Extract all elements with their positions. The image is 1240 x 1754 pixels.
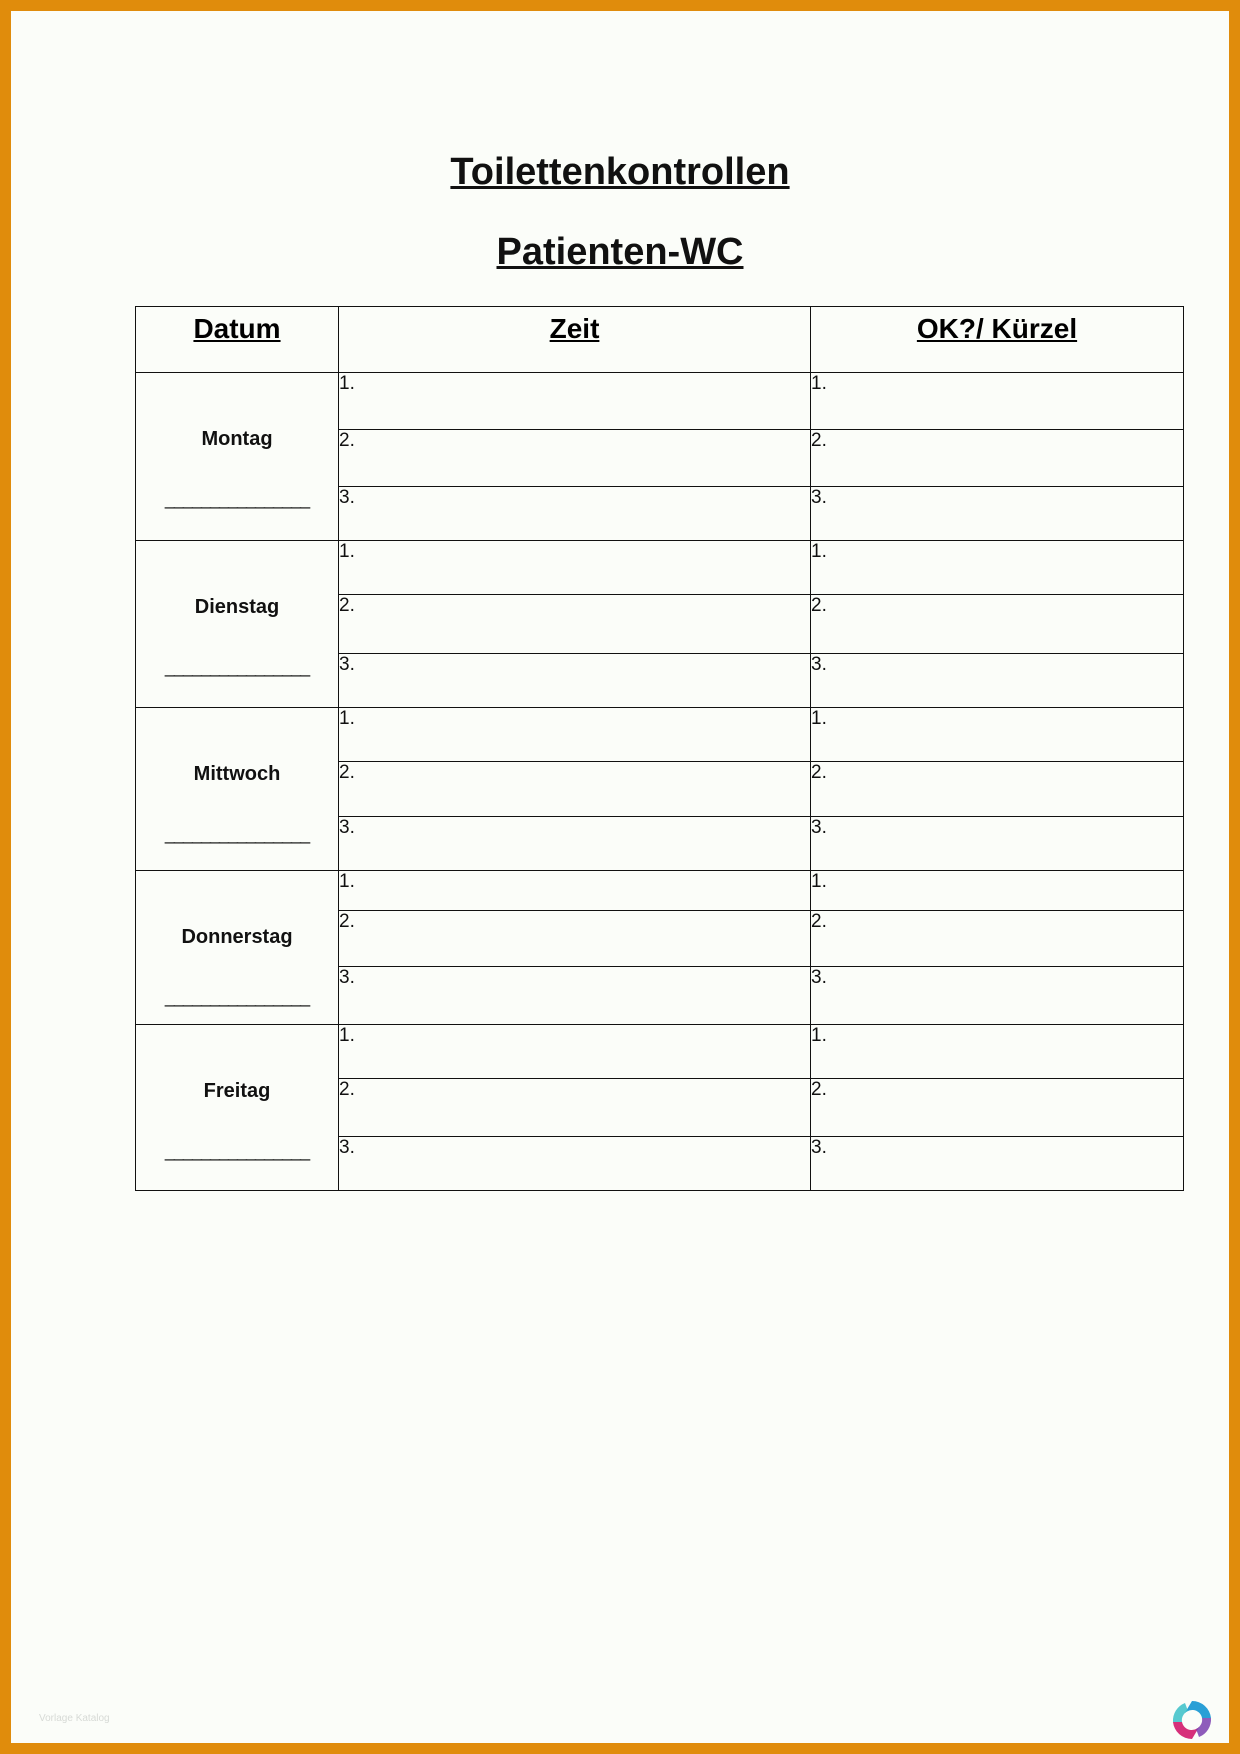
date-entry-line[interactable]: ________________ — [164, 1141, 310, 1161]
time-slot-cell[interactable]: 3. — [339, 487, 811, 541]
ok-kuerzel-cell[interactable]: 2. — [811, 1079, 1184, 1137]
ok-kuerzel-cell[interactable]: 1. — [811, 373, 1184, 430]
date-entry-line[interactable]: ________________ — [164, 489, 310, 509]
table-row — [136, 708, 1184, 762]
document-subtitle: Patienten-WC — [496, 231, 744, 273]
swirl-logo-icon — [1169, 1697, 1215, 1743]
table-header-row — [136, 307, 1184, 373]
table-row — [136, 373, 1184, 430]
day-cell — [136, 373, 339, 541]
header-datum: Datum — [136, 307, 339, 373]
day-name: Donnerstag — [181, 926, 293, 948]
day-cell — [136, 541, 339, 708]
table-row — [136, 1025, 1184, 1079]
document-title: Toilettenkontrollen — [450, 151, 790, 193]
ok-kuerzel-cell[interactable]: 1. — [811, 871, 1184, 911]
header-ok-kuerzel: OK?/ Kürzel — [811, 307, 1184, 373]
table-row — [136, 541, 1184, 595]
time-slot-cell[interactable]: 3. — [339, 1137, 811, 1191]
day-name: Dienstag — [194, 596, 280, 618]
ok-kuerzel-cell[interactable]: 2. — [811, 430, 1184, 487]
time-slot-cell[interactable]: 1. — [339, 373, 811, 430]
time-slot-cell[interactable]: 2. — [339, 911, 811, 967]
header-zeit: Zeit — [339, 307, 811, 373]
ok-kuerzel-cell[interactable]: 3. — [811, 487, 1184, 541]
date-entry-line[interactable]: ________________ — [164, 987, 310, 1007]
date-entry-line[interactable]: ________________ — [164, 824, 310, 844]
time-slot-cell[interactable]: 1. — [339, 871, 811, 911]
day-name: Montag — [201, 428, 273, 450]
ok-kuerzel-cell[interactable]: 3. — [811, 967, 1184, 1025]
day-name: Mittwoch — [193, 763, 281, 785]
time-slot-cell[interactable]: 3. — [339, 967, 811, 1025]
ok-kuerzel-cell[interactable]: 2. — [811, 911, 1184, 967]
ok-kuerzel-cell[interactable]: 1. — [811, 708, 1184, 762]
day-cell — [136, 1025, 339, 1191]
ok-kuerzel-cell[interactable]: 2. — [811, 762, 1184, 817]
time-slot-cell[interactable]: 2. — [339, 1079, 811, 1137]
watermark-text: Vorlage Katalog — [39, 1713, 110, 1724]
time-slot-cell[interactable]: 3. — [339, 817, 811, 871]
day-cell — [136, 708, 339, 871]
time-slot-cell[interactable]: 2. — [339, 430, 811, 487]
ok-kuerzel-cell[interactable]: 3. — [811, 1137, 1184, 1191]
ok-kuerzel-cell[interactable]: 3. — [811, 654, 1184, 708]
ok-kuerzel-cell[interactable]: 1. — [811, 1025, 1184, 1079]
document-page — [11, 11, 1229, 1743]
control-log-table — [135, 306, 1184, 1191]
date-entry-line[interactable]: ________________ — [164, 657, 310, 677]
time-slot-cell[interactable]: 2. — [339, 762, 811, 817]
day-cell — [136, 871, 339, 1025]
ok-kuerzel-cell[interactable]: 2. — [811, 595, 1184, 654]
table-row — [136, 871, 1184, 911]
ok-kuerzel-cell[interactable]: 3. — [811, 817, 1184, 871]
time-slot-cell[interactable]: 3. — [339, 654, 811, 708]
time-slot-cell[interactable]: 2. — [339, 595, 811, 654]
time-slot-cell[interactable]: 1. — [339, 541, 811, 595]
day-name: Freitag — [203, 1080, 271, 1102]
time-slot-cell[interactable]: 1. — [339, 708, 811, 762]
ok-kuerzel-cell[interactable]: 1. — [811, 541, 1184, 595]
time-slot-cell[interactable]: 1. — [339, 1025, 811, 1079]
